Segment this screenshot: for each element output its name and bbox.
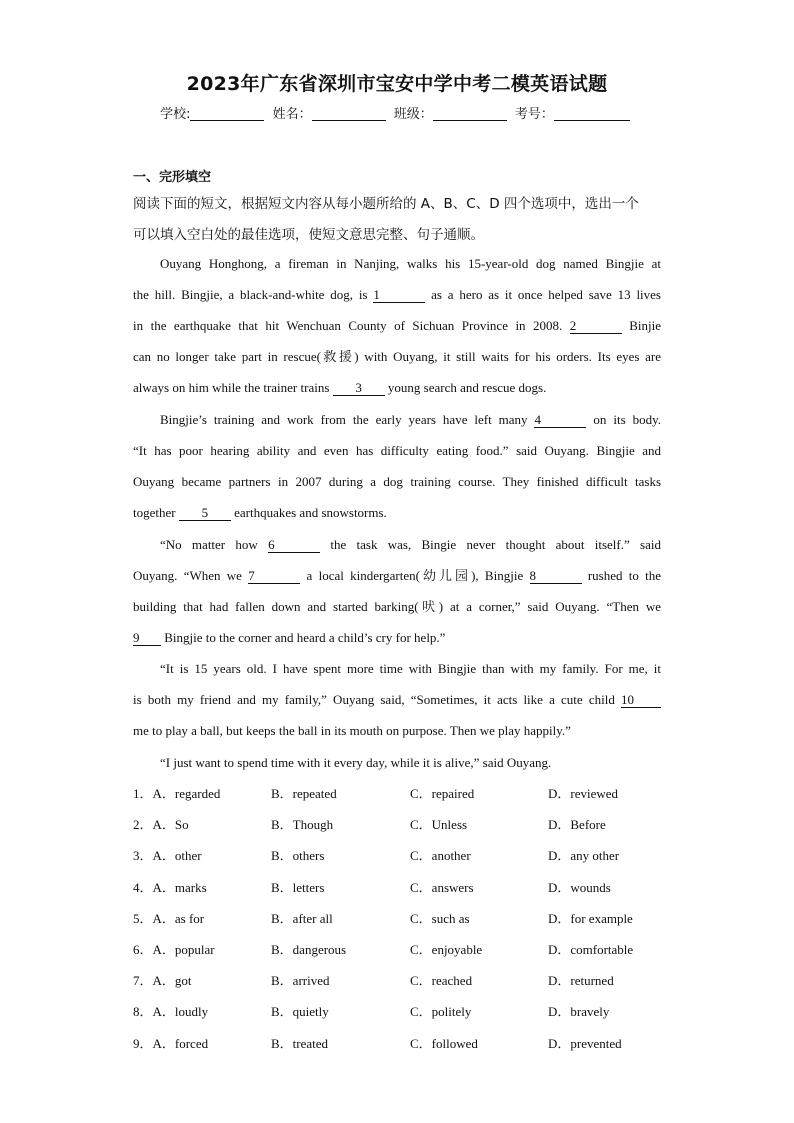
- option-d[interactable]: D．wounds: [548, 879, 611, 895]
- blank-2[interactable]: 2: [570, 318, 622, 334]
- passage-line: Bingjie’s training and work from the early years have left many 4 on its body.: [160, 412, 661, 427]
- passage-line: building that had fallen down and started barking(吠) at a corner,” said Ouyang. “Then we: [133, 599, 661, 614]
- option-d[interactable]: D．for example: [548, 910, 633, 926]
- blank-8[interactable]: 8: [530, 568, 582, 584]
- class-field[interactable]: [433, 107, 507, 121]
- student-info-line: [0, 103, 794, 122]
- option-c[interactable]: C．such as: [410, 910, 470, 926]
- option-a[interactable]: A．other: [152, 848, 202, 864]
- question-number: 7．: [133, 973, 153, 989]
- option-b[interactable]: B．arrived: [271, 973, 330, 989]
- instruction-line: 可以填入空白处的最佳选项，使短文意思完整、句子通顺。: [133, 227, 484, 243]
- section-heading: 一、完形填空: [133, 170, 212, 185]
- school-field[interactable]: [190, 107, 264, 121]
- option-c[interactable]: C．enjoyable: [410, 942, 483, 957]
- passage-line: in the earthquake that hit Wenchuan County of Sichuan Province in 2008. 2 Binjie: [133, 318, 662, 333]
- option-b[interactable]: B．repeated: [271, 786, 337, 801]
- question-item: [133, 1034, 208, 1054]
- passage-line: can no longer take part in rescue(救援) with Ouyang, it still waits for his orders. Its eyes are: [133, 349, 661, 364]
- option-a[interactable]: A．as for: [152, 910, 205, 926]
- passage-line: always on him while the trainer trains 3 young search and rescue dogs.: [133, 380, 547, 395]
- question-item: [133, 909, 204, 929]
- option-c[interactable]: C．answers: [410, 879, 474, 895]
- blank-3[interactable]: 3: [333, 380, 385, 396]
- option-c[interactable]: C．politely: [410, 1004, 472, 1020]
- question-number: 5．: [133, 910, 153, 926]
- question-number: 4．: [133, 879, 153, 895]
- option-b[interactable]: B．after all: [271, 910, 333, 926]
- option-b[interactable]: B．treated: [271, 1035, 329, 1051]
- option-b[interactable]: B．letters: [271, 879, 325, 895]
- option-d[interactable]: D．prevented: [548, 1035, 622, 1051]
- passage-line: is both my friend and my family,” Ouyang said, “Sometimes, it acts like a cute child 10: [133, 690, 661, 710]
- question-number: 3．: [133, 848, 153, 864]
- question-number: 8．: [133, 1004, 153, 1020]
- passage-line: me to play a ball, but keeps the ball in its mouth on purpose. Then we play happily.”: [133, 723, 571, 738]
- option-c[interactable]: C．followed: [410, 1035, 478, 1051]
- passage-line: “I just want to spend time with it every day, while it is alive,” said Ouyang.: [160, 755, 552, 770]
- blank-10[interactable]: 10: [621, 692, 661, 708]
- passage-line: “No matter how 6 the task was, Bingie never thought about itself.” said: [160, 537, 661, 552]
- instruction-line: 阅读下面的短文，根据短文内容从每小题所给的 A、B、C、D 四个选项中，选出一个: [133, 196, 639, 212]
- exam-title: 2023年广东省深圳市宝安中学中考二模英语试题: [186, 73, 608, 95]
- passage-line: 9 Bingjie to the corner and heard a child’s cry for help.”: [133, 630, 446, 645]
- question-item: [133, 940, 215, 960]
- option-d[interactable]: D．reviewed: [548, 786, 619, 801]
- blank-1[interactable]: 1: [373, 287, 425, 303]
- option-c[interactable]: C．Unless: [410, 817, 468, 833]
- question-number: 9．: [133, 1035, 153, 1051]
- option-b[interactable]: B．dangerous: [271, 942, 347, 957]
- blank-5[interactable]: 5: [179, 505, 231, 521]
- blank-7[interactable]: 7: [248, 568, 300, 584]
- option-a[interactable]: A．regarded: [152, 786, 221, 801]
- blank-4[interactable]: 4: [534, 412, 586, 428]
- name-label: 姓名：: [272, 107, 312, 122]
- passage-line: “It has poor hearing ability and even has difficulty eating food.” said Ouyang. Bingjie and: [133, 443, 661, 458]
- passage-line: together 5 earthquakes and snowstorms.: [133, 505, 387, 520]
- option-a[interactable]: A．forced: [152, 1035, 209, 1051]
- question-number: 1．: [133, 786, 153, 801]
- option-a[interactable]: A．marks: [152, 879, 207, 895]
- class-label: 班级：: [393, 107, 433, 122]
- option-a[interactable]: A．got: [152, 973, 192, 989]
- option-b[interactable]: B．quietly: [271, 1004, 329, 1020]
- question-item: [133, 846, 202, 866]
- option-a[interactable]: A．popular: [152, 942, 215, 957]
- blank-9[interactable]: 9: [133, 630, 161, 646]
- option-a[interactable]: A．So: [152, 817, 189, 833]
- option-b[interactable]: B．others: [271, 848, 325, 864]
- option-c[interactable]: C．reached: [410, 973, 473, 989]
- option-d[interactable]: D．Before: [548, 817, 606, 833]
- number-label: 考号：: [514, 107, 554, 122]
- option-b[interactable]: B．Though: [271, 817, 334, 833]
- option-d[interactable]: D．bravely: [548, 1004, 610, 1020]
- option-c[interactable]: C．repaired: [410, 786, 475, 801]
- question-item: [133, 1002, 208, 1022]
- option-d[interactable]: D．any other: [548, 848, 620, 864]
- passage-line: the hill. Bingjie, a black-and-white dog, is 1 as a hero as it once helped save 13 lives: [133, 287, 661, 302]
- option-d[interactable]: D．returned: [548, 973, 614, 989]
- question-number: 6．: [133, 942, 153, 957]
- question-item: [133, 815, 189, 835]
- blank-6[interactable]: 6: [268, 537, 320, 553]
- name-field[interactable]: [312, 107, 386, 121]
- passage-line: Ouyang Honghong, a fireman in Nanjing, walks his 15-year-old dog named Bingjie at: [160, 256, 661, 271]
- question-number: 2．: [133, 817, 153, 833]
- passage-line: Ouyang became partners in 2007 during a dog training course. They finished difficult tasks: [133, 474, 661, 489]
- passage-line: Ouyang. “When we 7 a local kindergarten(幼儿园), Bingjie 8 rushed to the: [133, 568, 662, 583]
- number-field[interactable]: [554, 107, 630, 121]
- school-label: 学校:: [160, 107, 191, 122]
- option-d[interactable]: D．comfortable: [548, 942, 634, 957]
- question-item: [133, 878, 207, 898]
- question-item: [133, 784, 220, 804]
- passage-line: “It is 15 years old. I have spent more time with Bingjie than with my family. For me, it: [160, 661, 661, 676]
- option-c[interactable]: C．another: [410, 848, 471, 864]
- question-item: [133, 971, 192, 991]
- option-a[interactable]: A．loudly: [152, 1004, 209, 1020]
